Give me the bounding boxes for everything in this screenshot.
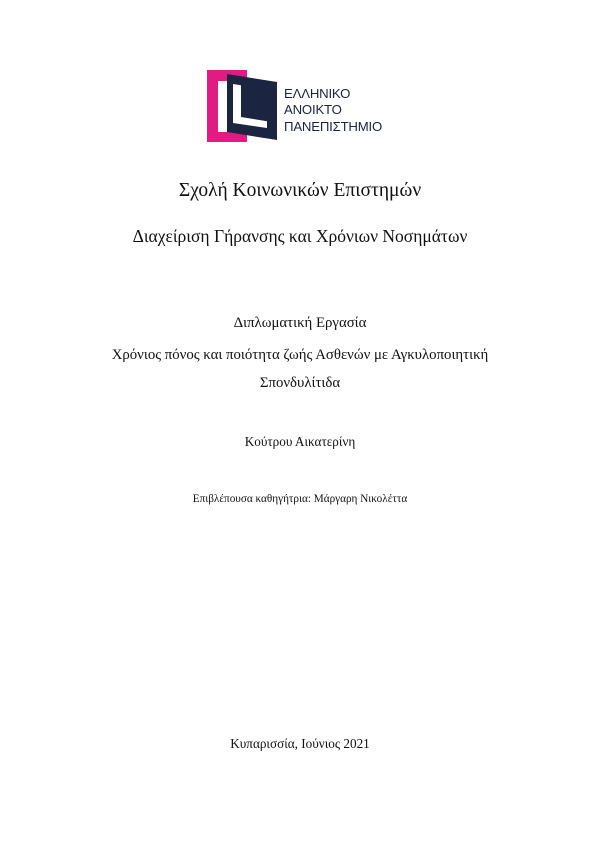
school-name: Σχολή Κοινωνικών Επιστημών [178, 180, 422, 201]
logo-line-1: ΕΛΛΗΝΙΚΟ [284, 86, 351, 101]
thesis-type: Διπλωματική Εργασία [233, 315, 367, 331]
university-emblem-icon [207, 70, 279, 142]
university-name [284, 86, 382, 135]
author-name: Κούτρου Αικατερίνη [244, 434, 356, 449]
logo-line-3: ΠΑΝΕΠΙΣΤΗΜΙΟ [284, 118, 383, 134]
place-and-date: Κυπαρισσία, Ιούνιος 2021 [230, 736, 370, 751]
thesis-title-line-1: Χρόνιος πόνος και ποιότητα ζωής Ασθενών με Αγκυλοποιητική [111, 347, 489, 363]
thesis-title-line-2: Σπονδυλίτιδα [259, 375, 341, 391]
supervisor-line: Επιβλέπουσα καθηγήτρια: Μάργαρη Νικολέττα [192, 493, 408, 505]
logo-line-2: ΑΝΟΙΚΤΟ [284, 102, 342, 118]
program-name: Διαχείριση Γήρανσης και Χρόνιων Νοσημάτων [132, 226, 468, 246]
university-logo [207, 70, 397, 142]
